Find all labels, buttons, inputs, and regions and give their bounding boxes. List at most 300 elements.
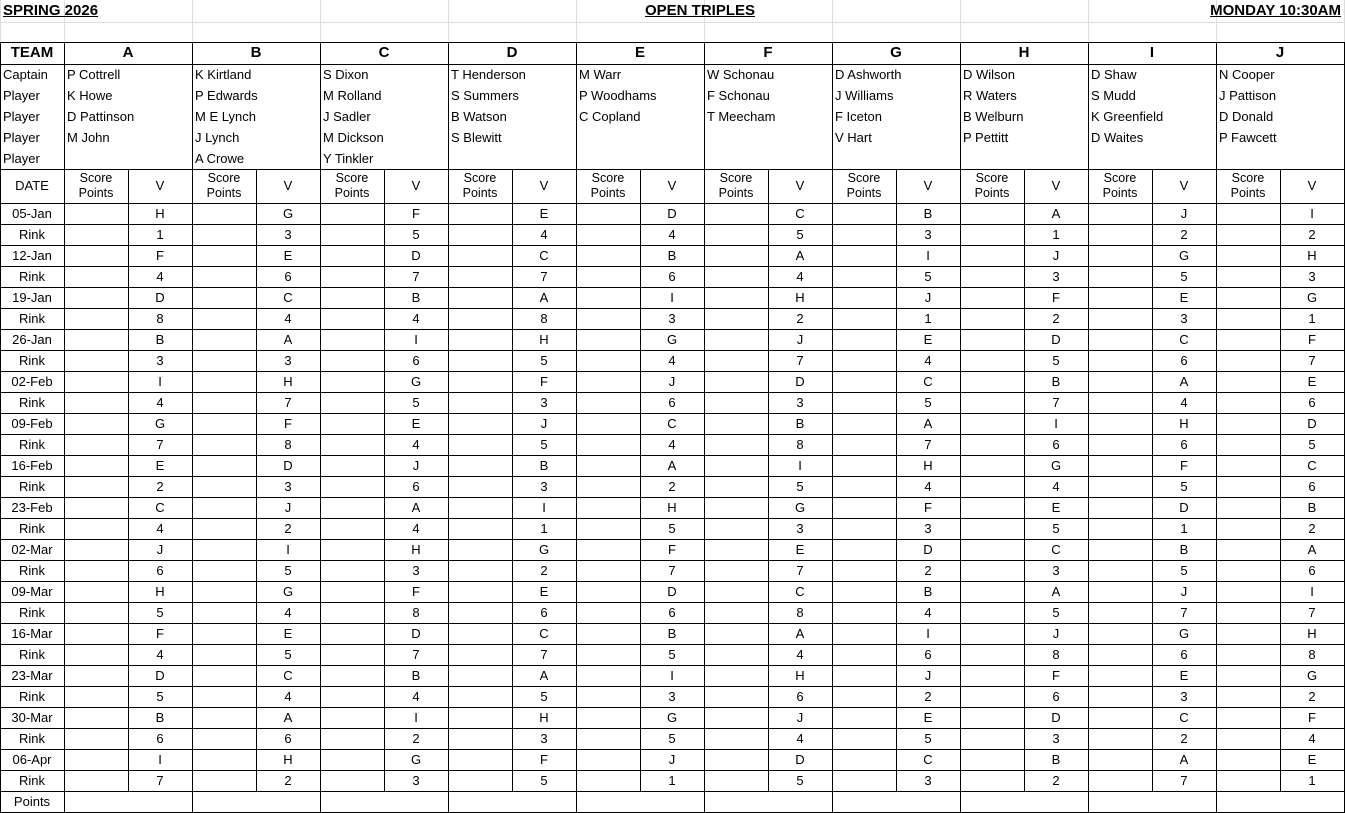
opponent-cell[interactable]: E: [1307, 751, 1317, 767]
score-cell[interactable]: [832, 581, 896, 602]
rink-cell[interactable]: 5: [540, 436, 548, 452]
rink-cell[interactable]: 2: [1308, 688, 1316, 704]
rink-cell[interactable]: 4: [924, 352, 932, 368]
points-cell[interactable]: [192, 602, 256, 623]
score-cell[interactable]: [704, 245, 768, 266]
score-cell[interactable]: [64, 329, 128, 350]
points-cell[interactable]: [64, 224, 128, 245]
player-name[interactable]: K Howe: [67, 87, 113, 103]
opponent-cell[interactable]: C: [539, 625, 549, 641]
points-cell[interactable]: [960, 224, 1024, 245]
points-cell[interactable]: [64, 770, 128, 791]
player-name[interactable]: S Blewitt: [451, 129, 502, 145]
opponent-cell[interactable]: I: [926, 625, 930, 641]
points-cell[interactable]: [1216, 644, 1280, 665]
rink-cell[interactable]: 6: [156, 730, 164, 746]
points-cell[interactable]: [576, 392, 640, 413]
rink-cell[interactable]: 4: [156, 646, 164, 662]
score-cell[interactable]: [1088, 413, 1152, 434]
rink-cell[interactable]: 7: [540, 646, 548, 662]
points-cell[interactable]: [832, 728, 896, 749]
points-cell[interactable]: [448, 560, 512, 581]
rink-cell[interactable]: 5: [668, 646, 676, 662]
rink-cell[interactable]: 5: [1052, 352, 1060, 368]
score-cell[interactable]: [448, 665, 512, 686]
total-points-cell[interactable]: [576, 791, 704, 813]
score-cell[interactable]: [1216, 623, 1280, 644]
points-cell[interactable]: [192, 476, 256, 497]
opponent-cell[interactable]: H: [1179, 415, 1189, 431]
points-cell[interactable]: [448, 308, 512, 329]
opponent-cell[interactable]: B: [923, 583, 933, 599]
score-cell[interactable]: [1088, 665, 1152, 686]
rink-cell[interactable]: 3: [668, 688, 676, 704]
opponent-cell[interactable]: G: [410, 373, 422, 389]
rink-cell[interactable]: 7: [668, 562, 676, 578]
score-cell[interactable]: [320, 707, 384, 728]
points-cell[interactable]: [1088, 308, 1152, 329]
score-cell[interactable]: [960, 287, 1024, 308]
player-name[interactable]: J Lynch: [195, 129, 240, 145]
opponent-cell[interactable]: B: [667, 625, 677, 641]
score-cell[interactable]: [448, 707, 512, 728]
points-cell[interactable]: [64, 560, 128, 581]
rink-cell[interactable]: 5: [284, 562, 292, 578]
score-cell[interactable]: [320, 245, 384, 266]
points-cell[interactable]: [1216, 308, 1280, 329]
rink-cell[interactable]: 4: [796, 268, 804, 284]
points-cell[interactable]: [1216, 602, 1280, 623]
opponent-cell[interactable]: B: [667, 247, 677, 263]
rink-cell[interactable]: 8: [796, 604, 804, 620]
score-cell[interactable]: [64, 455, 128, 476]
player-name[interactable]: [960, 148, 1088, 169]
rink-cell[interactable]: 5: [668, 520, 676, 536]
opponent-cell[interactable]: F: [1180, 457, 1188, 473]
points-cell[interactable]: [960, 644, 1024, 665]
points-cell[interactable]: [192, 266, 256, 287]
rink-cell[interactable]: 7: [284, 394, 292, 410]
points-cell[interactable]: [448, 350, 512, 371]
opponent-cell[interactable]: E: [539, 583, 549, 599]
opponent-cell[interactable]: H: [795, 667, 805, 683]
opponent-cell[interactable]: I: [542, 499, 546, 515]
score-cell[interactable]: [960, 203, 1024, 224]
opponent-cell[interactable]: G: [1306, 667, 1318, 683]
score-cell[interactable]: [1216, 539, 1280, 560]
rink-cell[interactable]: 6: [1180, 646, 1188, 662]
opponent-cell[interactable]: E: [1051, 499, 1061, 515]
rink-cell[interactable]: 5: [1180, 478, 1188, 494]
score-cell[interactable]: [448, 623, 512, 644]
points-cell[interactable]: [576, 434, 640, 455]
rink-cell[interactable]: 4: [668, 352, 676, 368]
opponent-cell[interactable]: A: [539, 289, 549, 305]
opponent-cell[interactable]: G: [1178, 625, 1190, 641]
player-name[interactable]: [448, 148, 576, 169]
opponent-cell[interactable]: F: [1052, 667, 1060, 683]
score-cell[interactable]: [704, 371, 768, 392]
score-cell[interactable]: [1216, 245, 1280, 266]
rink-cell[interactable]: 6: [1308, 562, 1316, 578]
score-cell[interactable]: [448, 455, 512, 476]
score-cell[interactable]: [704, 539, 768, 560]
score-cell[interactable]: [1088, 287, 1152, 308]
points-cell[interactable]: [832, 308, 896, 329]
points-cell[interactable]: [576, 350, 640, 371]
rink-cell[interactable]: 7: [1180, 772, 1188, 788]
score-cell[interactable]: [832, 455, 896, 476]
opponent-cell[interactable]: E: [1307, 373, 1317, 389]
player-name[interactable]: K Greenfield: [1091, 108, 1164, 124]
score-cell[interactable]: [1088, 539, 1152, 560]
opponent-cell[interactable]: G: [1306, 289, 1318, 305]
opponent-cell[interactable]: H: [923, 457, 933, 473]
rink-cell[interactable]: 7: [796, 352, 804, 368]
player-name[interactable]: S Dixon: [323, 66, 369, 82]
opponent-cell[interactable]: G: [282, 205, 294, 221]
points-cell[interactable]: [576, 224, 640, 245]
rink-cell[interactable]: 5: [1052, 520, 1060, 536]
points-cell[interactable]: [704, 224, 768, 245]
opponent-cell[interactable]: A: [795, 625, 805, 641]
points-cell[interactable]: [1216, 518, 1280, 539]
score-cell[interactable]: [832, 749, 896, 770]
opponent-cell[interactable]: A: [539, 667, 549, 683]
points-cell[interactable]: [1088, 728, 1152, 749]
opponent-cell[interactable]: J: [1052, 625, 1060, 641]
opponent-cell[interactable]: A: [795, 247, 805, 263]
rink-cell[interactable]: 3: [924, 772, 932, 788]
points-cell[interactable]: [1216, 560, 1280, 581]
rink-cell[interactable]: 3: [924, 520, 932, 536]
score-cell[interactable]: [64, 581, 128, 602]
score-cell[interactable]: [704, 203, 768, 224]
score-cell[interactable]: [192, 455, 256, 476]
rink-cell[interactable]: 7: [412, 646, 420, 662]
rink-cell[interactable]: 4: [284, 604, 292, 620]
rink-cell[interactable]: 4: [156, 520, 164, 536]
rink-cell[interactable]: 4: [412, 688, 420, 704]
total-points-cell[interactable]: [192, 791, 320, 813]
opponent-cell[interactable]: J: [796, 331, 804, 347]
rink-cell[interactable]: 5: [796, 226, 804, 242]
opponent-cell[interactable]: I: [414, 709, 418, 725]
points-cell[interactable]: [448, 476, 512, 497]
score-cell[interactable]: [1088, 749, 1152, 770]
opponent-cell[interactable]: I: [1054, 415, 1058, 431]
opponent-cell[interactable]: E: [411, 415, 421, 431]
points-cell[interactable]: [832, 518, 896, 539]
score-cell[interactable]: [192, 665, 256, 686]
points-cell[interactable]: [704, 560, 768, 581]
player-name[interactable]: T Henderson: [451, 66, 526, 82]
total-points-cell[interactable]: [960, 791, 1088, 813]
rink-cell[interactable]: 3: [796, 394, 804, 410]
opponent-cell[interactable]: I: [926, 247, 930, 263]
opponent-cell[interactable]: F: [1308, 331, 1316, 347]
opponent-cell[interactable]: E: [1179, 289, 1189, 305]
score-cell[interactable]: [704, 623, 768, 644]
score-cell[interactable]: [64, 707, 128, 728]
rink-cell[interactable]: 6: [668, 604, 676, 620]
opponent-cell[interactable]: B: [411, 289, 421, 305]
score-cell[interactable]: [1216, 749, 1280, 770]
player-name[interactable]: P Edwards: [195, 87, 258, 103]
points-cell[interactable]: [1088, 602, 1152, 623]
score-cell[interactable]: [704, 749, 768, 770]
score-cell[interactable]: [576, 623, 640, 644]
score-cell[interactable]: [704, 413, 768, 434]
score-cell[interactable]: [448, 203, 512, 224]
opponent-cell[interactable]: F: [540, 751, 548, 767]
points-cell[interactable]: [704, 686, 768, 707]
opponent-cell[interactable]: I: [670, 667, 674, 683]
player-name[interactable]: [704, 127, 832, 148]
points-cell[interactable]: [320, 518, 384, 539]
points-cell[interactable]: [320, 266, 384, 287]
points-cell[interactable]: [64, 644, 128, 665]
score-cell[interactable]: [64, 203, 128, 224]
points-cell[interactable]: [576, 266, 640, 287]
rink-cell[interactable]: 7: [1308, 604, 1316, 620]
score-cell[interactable]: [832, 665, 896, 686]
score-cell[interactable]: [64, 665, 128, 686]
rink-cell[interactable]: 5: [156, 688, 164, 704]
rink-cell[interactable]: 1: [540, 520, 548, 536]
points-cell[interactable]: [192, 770, 256, 791]
rink-cell[interactable]: 8: [1052, 646, 1060, 662]
rink-cell[interactable]: 3: [412, 562, 420, 578]
rink-cell[interactable]: 6: [1052, 688, 1060, 704]
points-cell[interactable]: [704, 266, 768, 287]
points-cell[interactable]: [1216, 686, 1280, 707]
score-cell[interactable]: [832, 287, 896, 308]
rink-cell[interactable]: 5: [412, 226, 420, 242]
rink-cell[interactable]: 7: [924, 436, 932, 452]
player-name[interactable]: M John: [67, 129, 110, 145]
player-name[interactable]: S Mudd: [1091, 87, 1136, 103]
opponent-cell[interactable]: F: [1308, 709, 1316, 725]
opponent-cell[interactable]: F: [156, 625, 164, 641]
score-cell[interactable]: [1088, 245, 1152, 266]
score-cell[interactable]: [576, 539, 640, 560]
rink-cell[interactable]: 5: [540, 772, 548, 788]
points-cell[interactable]: [576, 308, 640, 329]
rink-cell[interactable]: 4: [412, 310, 420, 326]
player-name[interactable]: D Wilson: [963, 66, 1016, 82]
score-cell[interactable]: [1088, 455, 1152, 476]
opponent-cell[interactable]: H: [539, 709, 549, 725]
rink-cell[interactable]: 2: [1308, 226, 1316, 242]
player-name[interactable]: S Summers: [451, 87, 519, 103]
rink-cell[interactable]: 2: [412, 730, 420, 746]
total-points-cell[interactable]: [1088, 791, 1216, 813]
total-points-cell[interactable]: [320, 791, 448, 813]
rink-cell[interactable]: 5: [796, 772, 804, 788]
rink-cell[interactable]: 3: [412, 772, 420, 788]
score-cell[interactable]: [576, 371, 640, 392]
rink-cell[interactable]: 7: [1052, 394, 1060, 410]
score-cell[interactable]: [320, 539, 384, 560]
score-cell[interactable]: [1088, 329, 1152, 350]
opponent-cell[interactable]: G: [1050, 457, 1062, 473]
points-cell[interactable]: [960, 770, 1024, 791]
score-cell[interactable]: [448, 245, 512, 266]
opponent-cell[interactable]: A: [923, 415, 933, 431]
player-name[interactable]: [576, 127, 704, 148]
rink-cell[interactable]: 8: [540, 310, 548, 326]
rink-cell[interactable]: 6: [1180, 436, 1188, 452]
rink-cell[interactable]: 5: [284, 646, 292, 662]
rink-cell[interactable]: 4: [924, 604, 932, 620]
score-cell[interactable]: [704, 581, 768, 602]
points-cell[interactable]: [832, 476, 896, 497]
rink-cell[interactable]: 8: [1308, 646, 1316, 662]
player-name[interactable]: N Cooper: [1219, 66, 1275, 82]
points-cell[interactable]: [448, 602, 512, 623]
rink-cell[interactable]: 3: [540, 478, 548, 494]
score-cell[interactable]: [64, 245, 128, 266]
opponent-cell[interactable]: J: [540, 415, 548, 431]
rink-cell[interactable]: 2: [156, 478, 164, 494]
rink-cell[interactable]: 7: [156, 436, 164, 452]
points-cell[interactable]: [704, 770, 768, 791]
opponent-cell[interactable]: A: [1179, 373, 1189, 389]
points-cell[interactable]: [832, 434, 896, 455]
opponent-cell[interactable]: F: [540, 373, 548, 389]
rink-cell[interactable]: 2: [668, 478, 676, 494]
opponent-cell[interactable]: A: [667, 457, 677, 473]
opponent-cell[interactable]: D: [283, 457, 293, 473]
score-cell[interactable]: [960, 497, 1024, 518]
score-cell[interactable]: [192, 623, 256, 644]
player-name[interactable]: D Shaw: [1091, 66, 1137, 82]
opponent-cell[interactable]: J: [1052, 247, 1060, 263]
score-cell[interactable]: [960, 581, 1024, 602]
opponent-cell[interactable]: J: [1180, 205, 1188, 221]
player-name[interactable]: B Welburn: [963, 108, 1024, 124]
points-cell[interactable]: [320, 392, 384, 413]
opponent-cell[interactable]: D: [667, 583, 677, 599]
score-cell[interactable]: [64, 413, 128, 434]
points-cell[interactable]: [1088, 266, 1152, 287]
opponent-cell[interactable]: A: [283, 709, 293, 725]
rink-cell[interactable]: 6: [668, 268, 676, 284]
score-cell[interactable]: [64, 287, 128, 308]
player-name[interactable]: P Woodhams: [579, 87, 657, 103]
rink-cell[interactable]: 1: [924, 310, 932, 326]
points-cell[interactable]: [192, 308, 256, 329]
opponent-cell[interactable]: I: [286, 541, 290, 557]
rink-cell[interactable]: 3: [924, 226, 932, 242]
rink-cell[interactable]: 8: [156, 310, 164, 326]
rink-cell[interactable]: 2: [1308, 520, 1316, 536]
opponent-cell[interactable]: G: [154, 415, 166, 431]
player-name[interactable]: [704, 148, 832, 169]
rink-cell[interactable]: 6: [668, 394, 676, 410]
points-cell[interactable]: [832, 770, 896, 791]
player-name[interactable]: P Pettitt: [963, 129, 1009, 145]
rink-cell[interactable]: 4: [284, 310, 292, 326]
opponent-cell[interactable]: A: [283, 331, 293, 347]
points-cell[interactable]: [64, 434, 128, 455]
opponent-cell[interactable]: F: [1052, 289, 1060, 305]
score-cell[interactable]: [576, 245, 640, 266]
points-cell[interactable]: [704, 602, 768, 623]
player-name[interactable]: M Dickson: [323, 129, 384, 145]
opponent-cell[interactable]: C: [1179, 709, 1189, 725]
rink-cell[interactable]: 5: [668, 730, 676, 746]
score-cell[interactable]: [1088, 497, 1152, 518]
opponent-cell[interactable]: C: [539, 247, 549, 263]
score-cell[interactable]: [1216, 497, 1280, 518]
opponent-cell[interactable]: B: [155, 331, 165, 347]
score-cell[interactable]: [832, 329, 896, 350]
score-cell[interactable]: [832, 203, 896, 224]
rink-cell[interactable]: 7: [796, 562, 804, 578]
total-points-cell[interactable]: [704, 791, 832, 813]
points-cell[interactable]: [320, 770, 384, 791]
points-cell[interactable]: [1216, 350, 1280, 371]
opponent-cell[interactable]: G: [666, 331, 678, 347]
score-cell[interactable]: [704, 455, 768, 476]
score-cell[interactable]: [960, 413, 1024, 434]
rink-cell[interactable]: 4: [796, 730, 804, 746]
score-cell[interactable]: [448, 581, 512, 602]
points-cell[interactable]: [704, 644, 768, 665]
score-cell[interactable]: [576, 581, 640, 602]
opponent-cell[interactable]: B: [1307, 499, 1317, 515]
opponent-cell[interactable]: D: [155, 667, 165, 683]
opponent-cell[interactable]: H: [1307, 247, 1317, 263]
points-cell[interactable]: [576, 728, 640, 749]
player-name[interactable]: D Donald: [1219, 108, 1274, 124]
points-cell[interactable]: [448, 434, 512, 455]
opponent-cell[interactable]: I: [1310, 583, 1314, 599]
score-cell[interactable]: [1088, 707, 1152, 728]
points-cell[interactable]: [960, 728, 1024, 749]
opponent-cell[interactable]: B: [1051, 751, 1061, 767]
score-cell[interactable]: [576, 203, 640, 224]
player-name[interactable]: [576, 148, 704, 169]
opponent-cell[interactable]: E: [923, 709, 933, 725]
opponent-cell[interactable]: C: [795, 583, 805, 599]
points-cell[interactable]: [704, 392, 768, 413]
total-points-cell[interactable]: [448, 791, 576, 813]
points-cell[interactable]: [960, 434, 1024, 455]
points-cell[interactable]: [704, 476, 768, 497]
rink-cell[interactable]: 8: [284, 436, 292, 452]
points-cell[interactable]: [960, 392, 1024, 413]
score-cell[interactable]: [64, 749, 128, 770]
score-cell[interactable]: [64, 623, 128, 644]
opponent-cell[interactable]: I: [798, 457, 802, 473]
player-name[interactable]: Y Tinkler: [323, 150, 374, 166]
points-cell[interactable]: [64, 686, 128, 707]
opponent-cell[interactable]: H: [283, 373, 293, 389]
points-cell[interactable]: [1088, 392, 1152, 413]
opponent-cell[interactable]: D: [923, 541, 933, 557]
score-cell[interactable]: [448, 329, 512, 350]
rink-cell[interactable]: 5: [540, 352, 548, 368]
opponent-cell[interactable]: E: [795, 541, 805, 557]
opponent-cell[interactable]: D: [1307, 415, 1317, 431]
points-cell[interactable]: [576, 476, 640, 497]
opponent-cell[interactable]: I: [158, 751, 162, 767]
points-cell[interactable]: [320, 602, 384, 623]
score-cell[interactable]: [448, 497, 512, 518]
